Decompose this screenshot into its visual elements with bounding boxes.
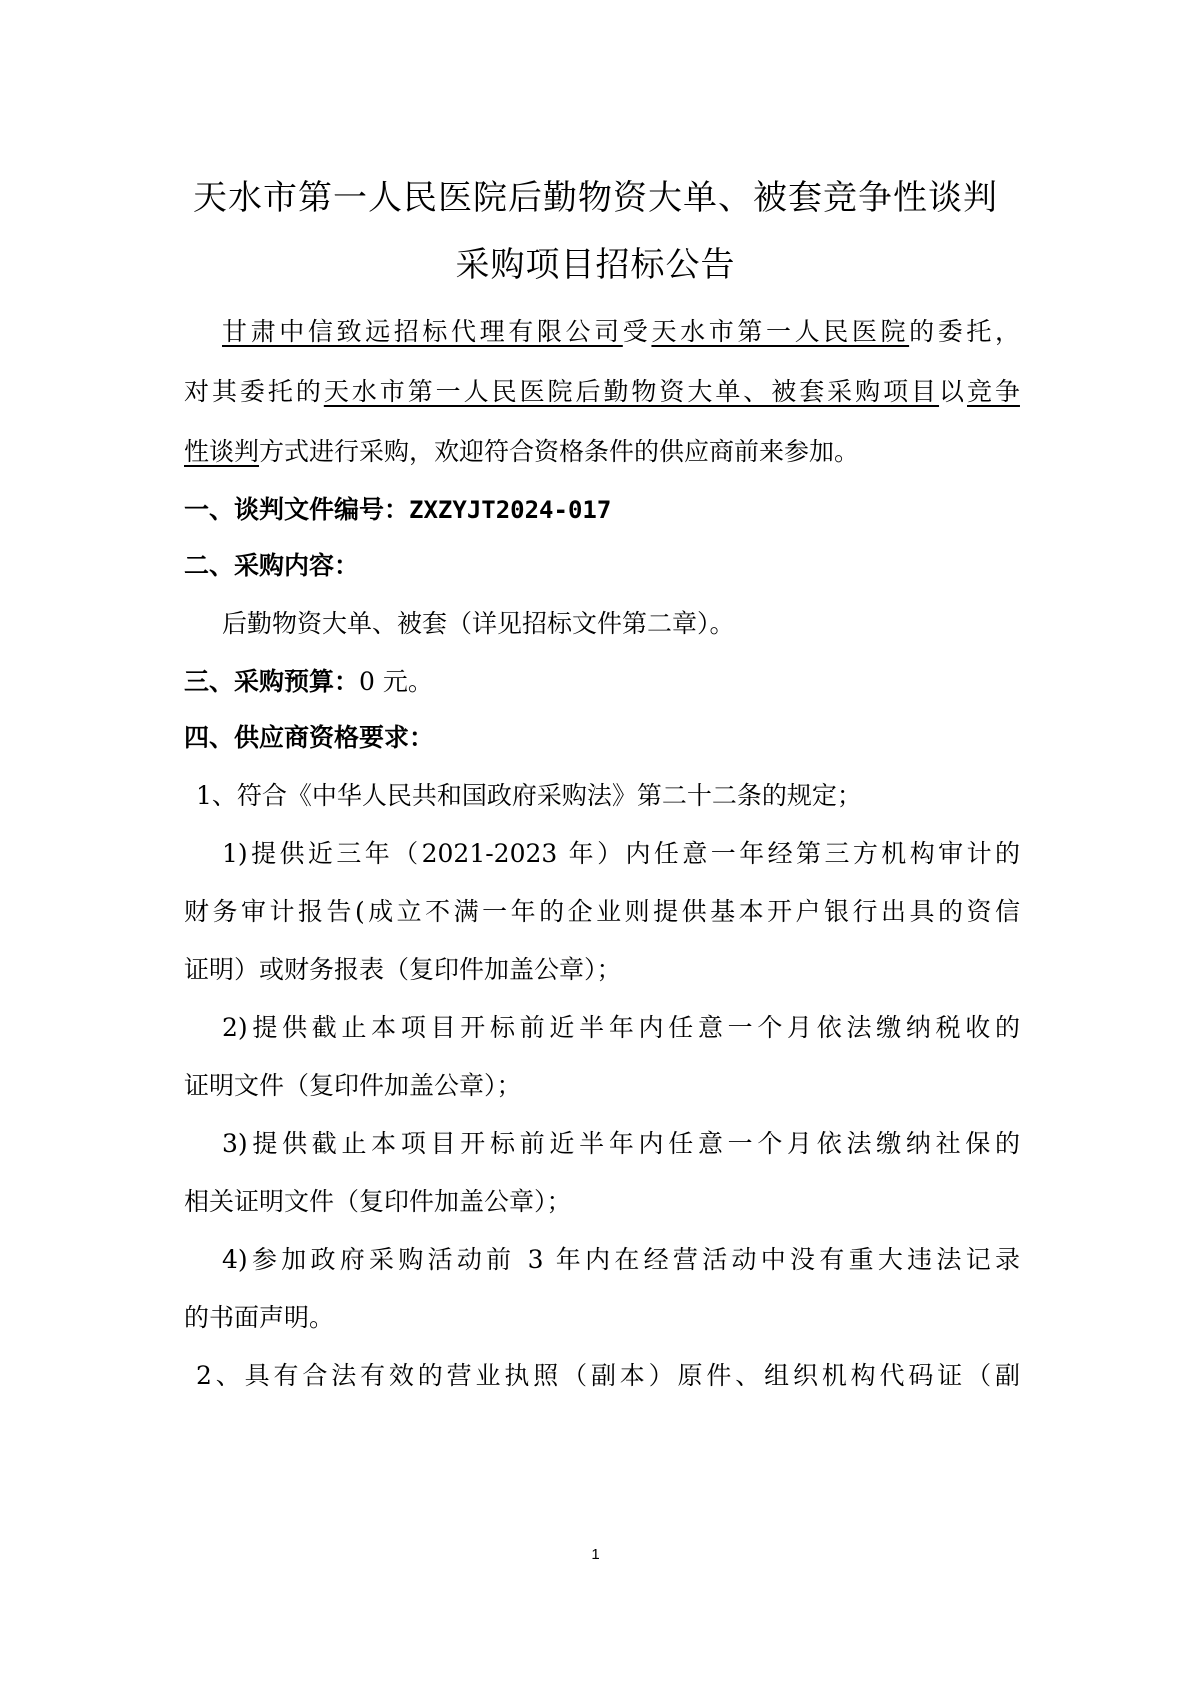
tender-number: ZXZYJT2024-017 xyxy=(409,496,612,524)
requirement-1-4-line-2: 的书面声明。 xyxy=(184,1303,335,1332)
requirement-1-1-line-2: 财务审计报告(成立不满一年的企业则提供基本开户银行出具的资信 xyxy=(184,897,1020,926)
requirement-2: 2、具有合法有效的营业执照（副本）原件、组织机构代码证（副 xyxy=(196,1361,1020,1390)
section-1-label: 一、谈判文件编号： xyxy=(184,495,410,524)
section-3-heading xyxy=(184,662,433,698)
intro-text: 的委托， xyxy=(909,317,1020,346)
page-number: 1 xyxy=(591,1546,600,1563)
intro-text: 对其委托的 xyxy=(184,377,324,406)
requirement-1: 1、符合《中华人民共和国政府采购法》第二十二条的规定； xyxy=(196,781,862,810)
agency-name: 甘肃中信致远招标代理有限公司 xyxy=(222,317,623,346)
section-4-heading: 四、供应商资格要求： xyxy=(184,723,435,752)
section-3-label: 三、采购预算： xyxy=(184,667,360,696)
requirement-1-1-line-1: 1)提供近三年（2021-2023 年）内任意一年经第三方机构审计的 xyxy=(222,839,1020,868)
intro-line-3 xyxy=(184,432,1020,468)
requirement-1-1-line-3: 证明）或财务报表（复印件加盖公章）； xyxy=(184,955,622,984)
intro-text: 受 xyxy=(622,317,652,346)
requirement-1-3-line-1: 3)提供截止本项目开标前近半年内任意一个月依法缴纳社保的 xyxy=(222,1129,1020,1158)
requirement-1-4-line-1: 4)参加政府采购活动前 3 年内在经营活动中没有重大违法记录 xyxy=(222,1245,1020,1274)
requirement-1-2-line-2: 证明文件（复印件加盖公章）； xyxy=(184,1071,522,1100)
document-title-line-1: 天水市第一人民医院后勤物资大单、被套竞争性谈判 xyxy=(193,178,998,218)
project-name: 天水市第一人民医院后勤物资大单、被套采购项目 xyxy=(323,377,940,406)
procurement-method: 性谈判 xyxy=(184,437,260,466)
section-1-heading xyxy=(184,490,611,526)
procurement-method: 竞争 xyxy=(967,377,1020,406)
client-name: 天水市第一人民医院 xyxy=(651,317,910,346)
intro-text: 方式进行采购，欢迎符合资格条件的供应商前来参加。 xyxy=(259,437,860,466)
section-2-heading: 二、采购内容： xyxy=(184,551,360,580)
section-2-text: 后勤物资大单、被套（详见招标文件第二章）。 xyxy=(222,609,735,638)
requirement-1-2-line-1: 2)提供截止本项目开标前近半年内任意一个月依法缴纳税收的 xyxy=(222,1013,1020,1042)
document-title-line-2: 采购项目招标公告 xyxy=(455,245,736,285)
intro-text: 以 xyxy=(939,377,967,406)
requirement-1-3-line-2: 相关证明文件（复印件加盖公章）； xyxy=(184,1187,572,1216)
budget-value: 0 元。 xyxy=(359,667,433,696)
intro-line-2 xyxy=(184,372,1020,408)
intro-line-1 xyxy=(222,312,1020,348)
